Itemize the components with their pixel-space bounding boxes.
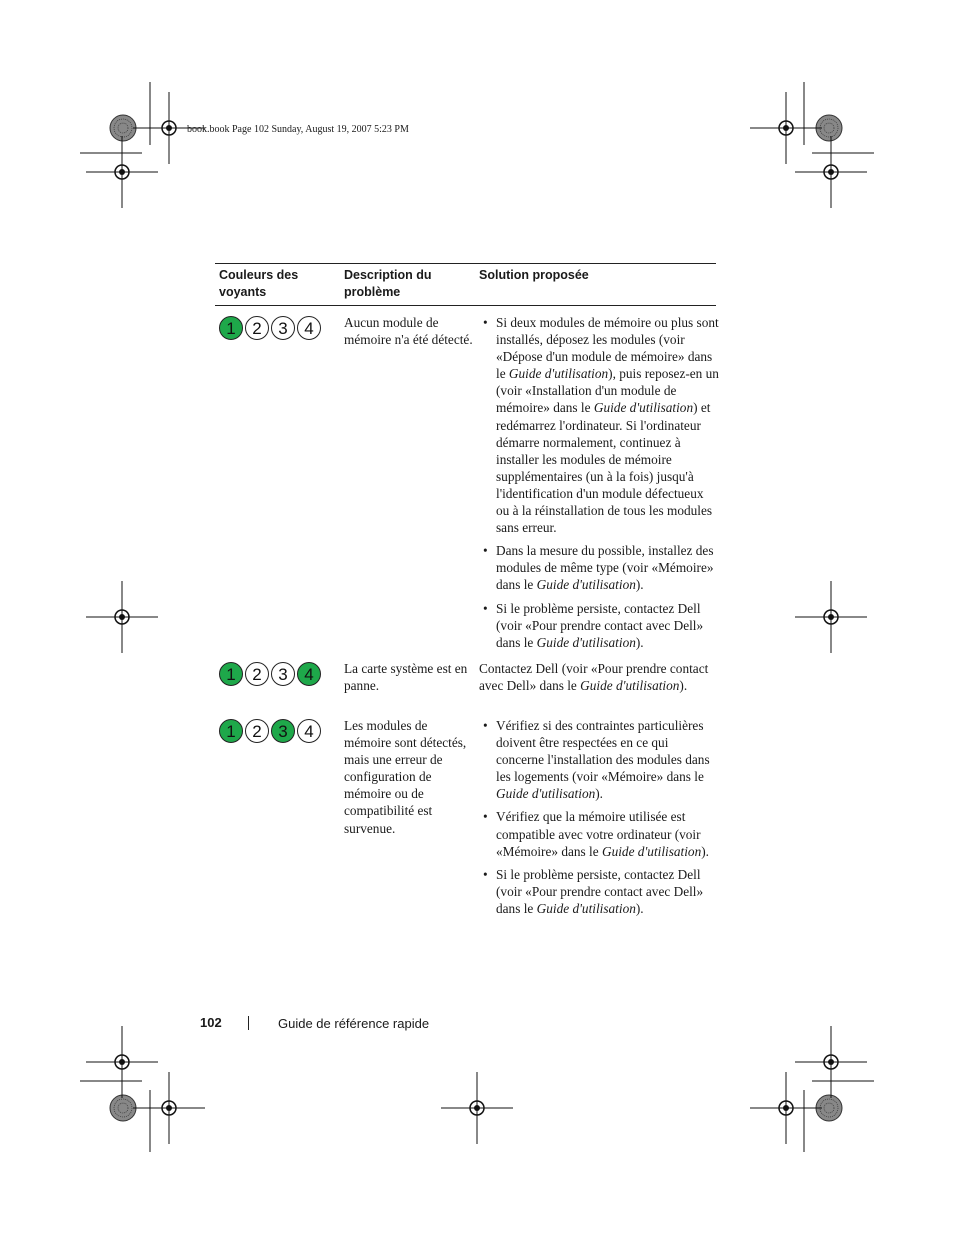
led-4-off: 4 xyxy=(297,719,321,743)
solution-cell xyxy=(479,314,719,657)
problem-description: La carte système est en panne. xyxy=(344,661,468,694)
led-3-on: 3 xyxy=(271,719,295,743)
solution-item: • Si le problème persiste, contactez Dell (voir «Pour prendre contact avec Dell» dans le Guide d'utilisation). xyxy=(479,866,719,917)
solution-item: • Dans la mesure du possible, installez des modules de même type (voir «Mémoire» dans le Guide d'utilisation). xyxy=(479,542,719,593)
led-2-off: 2 xyxy=(245,719,269,743)
footer-divider xyxy=(248,1016,249,1030)
led-indicator-group xyxy=(219,662,321,686)
solution-item: • Vérifiez que la mémoire utilisée est compatible avec votre ordinateur (voir «Mémoire» dans le Guide d'utilisation). xyxy=(479,808,719,859)
table-top-rule xyxy=(215,263,716,264)
problem-description: Aucun module de mémoire n'a été détecté. xyxy=(344,315,473,348)
solution-list xyxy=(479,717,719,917)
table-header-rule xyxy=(215,305,716,306)
led-1-on: 1 xyxy=(219,316,243,340)
led-4-on: 4 xyxy=(297,662,321,686)
solution-item: • Vérifiez si des contraintes particulières doivent être respectées en ce qui concerne l'installation des modules dans les logements (voir «Mémoire» dans le Guide d'utilisation). xyxy=(479,717,719,802)
header-couleurs: Couleurs des voyants xyxy=(219,268,299,299)
solution-cell: Contactez Dell (voir «Pour prendre contact avec Dell» dans le Guide d'utilisation). xyxy=(479,661,709,694)
print-header: book.book Page 102 Sunday, August 19, 2007 5:23 PM xyxy=(187,124,409,135)
led-3-off: 3 xyxy=(271,662,295,686)
led-2-off: 2 xyxy=(245,662,269,686)
led-2-off: 2 xyxy=(245,316,269,340)
solution-item: • Si le problème persiste, contactez Dell (voir «Pour prendre contact avec Dell» dans le Guide d'utilisation). xyxy=(479,600,719,651)
header-solution: Solution proposée xyxy=(479,268,589,282)
footer-title: Guide de référence rapide xyxy=(278,1016,430,1031)
problem-description: Les modules de mémoire sont détectés, mais une erreur de configuration de mémoire ou de compatibilité est survenue. xyxy=(344,718,467,836)
led-indicator-group xyxy=(219,719,321,743)
led-3-off: 3 xyxy=(271,316,295,340)
solution-cell xyxy=(479,717,719,923)
header-description: Description du problème xyxy=(344,268,432,299)
led-indicator-group xyxy=(219,316,321,340)
page-number: 102 xyxy=(200,1015,222,1030)
led-1-on: 1 xyxy=(219,662,243,686)
solution-item: • Si deux modules de mémoire ou plus sont installés, déposez les modules (voir «Dépose d'un module de mémoire» dans le Guide d'utilisation), puis reposez-en un (voir «Installation d'un module de mémoire» dans le Guide d'utilisation) et redémarrez l'ordinateur. Si l'ordinateur démarre normalement, continuez à installer les modules de mémoire supplémentaires (un à la fois) jusqu'à l'identification d'un module défectueux ou à la réinstallation de tous les modules sans erreur. xyxy=(479,314,719,536)
led-1-on: 1 xyxy=(219,719,243,743)
solution-list xyxy=(479,314,719,651)
led-4-off: 4 xyxy=(297,316,321,340)
